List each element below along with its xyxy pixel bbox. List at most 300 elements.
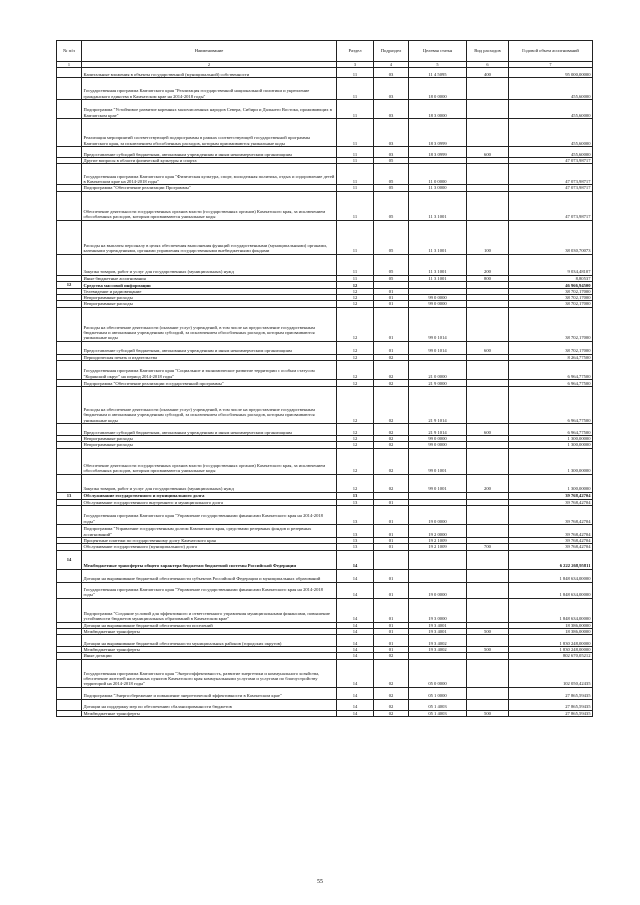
row-target-article xyxy=(409,281,467,288)
table-row xyxy=(57,191,593,220)
row-target-article xyxy=(409,569,467,582)
row-target-article: 19 0 0000 xyxy=(409,582,467,598)
table-row xyxy=(57,147,593,158)
row-name: Государственная программа Камчатского края "Энергоэффективность, развитие энергетики и коммунального хозяйства, обеспечение жителей населенных пунктов Камчатского края коммунальными услугами и услугами по благоустройству территорий на 2014-2018 годы" xyxy=(82,659,337,687)
row-podrazdel: 02 xyxy=(374,474,409,492)
row-name: Иные бюджетные ассигнования xyxy=(82,275,337,281)
row-razdel: 11 xyxy=(337,191,374,220)
row-razdel: 14 xyxy=(337,569,374,582)
row-podrazdel: 03 xyxy=(374,100,409,119)
row-number xyxy=(57,474,82,492)
row-amount: 46 966,94500 xyxy=(509,281,593,288)
row-amount: 39 768,42704 xyxy=(509,505,593,524)
row-amount: 455,60000 xyxy=(509,78,593,100)
row-expense-type xyxy=(467,387,509,424)
row-name: Предоставление субсидий бюджетным, автономным учреждениям и иным некоммерческим организациям xyxy=(82,341,337,354)
table-header-row xyxy=(57,41,593,62)
row-podrazdel: 01 xyxy=(374,635,409,647)
row-target-article xyxy=(409,492,467,499)
row-razdel: 11 xyxy=(337,158,374,164)
row-podrazdel: 01 xyxy=(374,537,409,543)
row-name: Расходы на обеспечение деятельности (оказание услуг) учреждений, в том числе на предоставление государственным бюджетным и автономным учреждениям субсидий, за исключением обособленных расходов, которым присваиваются уникальные коды xyxy=(82,307,337,341)
row-razdel: 11 xyxy=(337,185,374,191)
row-podrazdel: 02 xyxy=(374,659,409,687)
row-amount: 6 964,77500 xyxy=(509,387,593,424)
row-razdel: 12 xyxy=(337,341,374,354)
row-amount: 455,60000 xyxy=(509,147,593,158)
row-razdel: 12 xyxy=(337,380,374,387)
row-amount: 6 964,77500 xyxy=(509,424,593,436)
row-expense-type xyxy=(467,569,509,582)
column-index: 5 xyxy=(409,62,467,68)
row-podrazdel: 02 xyxy=(374,354,409,360)
row-name: Межбюджетные трансферты общего характера бюджетам бюджетной системы Российской Федерации xyxy=(82,550,337,569)
row-name: Обслуживание государственного и муниципального долга xyxy=(82,492,337,499)
row-number xyxy=(57,341,82,354)
row-expense-type xyxy=(467,78,509,100)
row-target-article: 19 3 4001 xyxy=(409,622,467,628)
row-target-article: 11 3 1001 xyxy=(409,191,467,220)
row-amount: 39 768,42704 xyxy=(509,537,593,543)
column-index: 6 xyxy=(467,62,509,68)
row-razdel: 14 xyxy=(337,659,374,687)
row-target-article: 19 2 1009 xyxy=(409,537,467,543)
table-row xyxy=(57,569,593,582)
row-amount: 1 300,00000 xyxy=(509,436,593,442)
row-expense-type: 700 xyxy=(467,544,509,550)
row-razdel: 12 xyxy=(337,307,374,341)
row-razdel: 12 xyxy=(337,295,374,301)
row-expense-type xyxy=(467,492,509,499)
row-razdel: 13 xyxy=(337,524,374,537)
row-podrazdel: 05 xyxy=(374,164,409,185)
row-razdel: 11 xyxy=(337,254,374,275)
row-podrazdel: 01 xyxy=(374,341,409,354)
row-target-article: 11 3 0000 xyxy=(409,185,467,191)
document-page xyxy=(56,40,592,717)
row-number: 13 xyxy=(57,492,82,499)
table-row xyxy=(57,699,593,710)
table-row xyxy=(57,505,593,524)
row-number xyxy=(57,699,82,710)
row-podrazdel: 05 xyxy=(374,185,409,191)
row-number xyxy=(57,307,82,341)
row-razdel: 12 xyxy=(337,387,374,424)
row-amount: 8 264,77500 xyxy=(509,354,593,360)
row-name: Подпрограмма "Управление государственным долгом Камчатского края, средствами резервных фондов и резервных ассигнований" xyxy=(82,524,337,537)
row-amount: 1 300,00000 xyxy=(509,474,593,492)
row-name: Процентные платежи по государственному долгу Камчатского края xyxy=(82,537,337,543)
row-expense-type xyxy=(467,448,509,474)
row-razdel: 12 xyxy=(337,288,374,294)
row-amount: 38 702,17000 xyxy=(509,307,593,341)
row-expense-type xyxy=(467,119,509,147)
row-target-article: 18 0 0000 xyxy=(409,78,467,100)
table-row xyxy=(57,78,593,100)
row-amount: 39 768,42704 xyxy=(509,499,593,505)
row-name: Средства массовой информации xyxy=(82,281,337,288)
row-name: Дотации на выравнивание бюджетной обеспеченности муниципальных районов (городских округов) xyxy=(82,635,337,647)
row-name: Подпрограмма "Устойчивое развитие коренных малочисленных народов Севера, Сибири и Дальнего Востока, проживающих в Камчатском крае" xyxy=(82,100,337,119)
row-podrazdel: 02 xyxy=(374,361,409,380)
row-expense-type xyxy=(467,659,509,687)
row-amount: 39 768,42704 xyxy=(509,544,593,550)
row-name: Реализация мероприятий соответствующей подпрограммы в рамках соответствующей государственной программы Камчатского края, за исключением обособленных расходов, которым присваиваются уникальные коды xyxy=(82,119,337,147)
row-podrazdel xyxy=(374,281,409,288)
row-podrazdel: 05 xyxy=(374,275,409,281)
row-expense-type: 500 xyxy=(467,710,509,716)
table-row xyxy=(57,164,593,185)
row-amount: 47 073,98717 xyxy=(509,164,593,185)
row-name: Дотации на выравнивание бюджетной обеспеченности поселений xyxy=(82,622,337,628)
row-name: Дотации на поддержку мер по обеспечению сбалансированности бюджетов xyxy=(82,699,337,710)
row-number xyxy=(57,659,82,687)
row-podrazdel: 05 xyxy=(374,254,409,275)
row-razdel: 14 xyxy=(337,710,374,716)
row-name: Периодическая печать и издательства xyxy=(82,354,337,360)
row-number xyxy=(57,524,82,537)
row-podrazdel: 02 xyxy=(374,687,409,699)
row-name: Непрограммные расходы xyxy=(82,295,337,301)
row-number xyxy=(57,380,82,387)
row-number xyxy=(57,710,82,716)
row-amount: 47 073,98717 xyxy=(509,158,593,164)
row-name: Непрограммные расходы xyxy=(82,436,337,442)
row-target-article: 11 0 0000 xyxy=(409,164,467,185)
row-name: Государственная программа Камчатского края "Управление государственными финансами Камчатского края на 2014-2018 годы" xyxy=(82,505,337,524)
row-razdel: 12 xyxy=(337,442,374,448)
row-amount: 18 386,00000 xyxy=(509,628,593,634)
row-amount: 6 964,77500 xyxy=(509,380,593,387)
row-target-article: 99 0 1014 xyxy=(409,341,467,354)
row-podrazdel: 02 xyxy=(374,448,409,474)
row-target-article: 99 0 1001 xyxy=(409,448,467,474)
table-row xyxy=(57,448,593,474)
row-amount: 38 030,70073 xyxy=(509,220,593,254)
row-target-article: 11 4 5095 xyxy=(409,68,467,78)
row-podrazdel: 05 xyxy=(374,220,409,254)
row-podrazdel: 02 xyxy=(374,380,409,387)
row-name: Обеспечение деятельности государственных органов власти (государственных органов) Камчатского края, за исключением обособленных расходов, которым присваиваются уникальные коды xyxy=(82,191,337,220)
row-expense-type: 100 xyxy=(467,220,509,254)
row-target-article: 05 1 4003 xyxy=(409,710,467,716)
table-row xyxy=(57,474,593,492)
table-row xyxy=(57,424,593,436)
row-amount: 6 222 268,95811 xyxy=(509,550,593,569)
budget-table xyxy=(56,40,593,717)
row-razdel: 12 xyxy=(337,436,374,442)
row-number xyxy=(57,164,82,185)
row-podrazdel: 02 xyxy=(374,436,409,442)
row-amount: 1 830 248,00000 xyxy=(509,635,593,647)
row-podrazdel: 01 xyxy=(374,307,409,341)
row-expense-type xyxy=(467,699,509,710)
table-row xyxy=(57,341,593,354)
row-razdel: 12 xyxy=(337,424,374,436)
row-razdel: 14 xyxy=(337,687,374,699)
table-row xyxy=(57,687,593,699)
header-amount: Годовой объем ассигнований xyxy=(509,41,593,62)
row-target-article: 99 0 0000 xyxy=(409,442,467,448)
row-expense-type xyxy=(467,687,509,699)
row-expense-type xyxy=(467,380,509,387)
row-number xyxy=(57,191,82,220)
row-razdel: 13 xyxy=(337,492,374,499)
table-row xyxy=(57,492,593,499)
row-target-article: 99 0 0000 xyxy=(409,295,467,301)
table-body xyxy=(57,68,593,717)
row-name: Телевидение и радиовещание xyxy=(82,288,337,294)
row-amount: 38 702,17000 xyxy=(509,288,593,294)
row-amount: 47 073,98717 xyxy=(509,185,593,191)
row-expense-type: 500 xyxy=(467,628,509,634)
row-name: Межбюджетные трансферты xyxy=(82,647,337,653)
row-podrazdel: 01 xyxy=(374,569,409,582)
row-amount: 802 670,05212 xyxy=(509,653,593,659)
column-index: 4 xyxy=(374,62,409,68)
row-expense-type: 600 xyxy=(467,341,509,354)
row-amount: 38 702,17000 xyxy=(509,301,593,307)
row-name: Государственная программа Камчатского края "Физическая культура, спорт, молодежная политика, отдых и оздоровление детей в Камчатском крае на 2014-2018 годы" xyxy=(82,164,337,185)
row-razdel: 11 xyxy=(337,68,374,78)
row-name: Непрограммные расходы xyxy=(82,301,337,307)
row-target-article: 19 0 0000 xyxy=(409,505,467,524)
row-amount: 38 702,17000 xyxy=(509,341,593,354)
row-razdel: 14 xyxy=(337,647,374,653)
row-expense-type xyxy=(467,635,509,647)
row-expense-type xyxy=(467,191,509,220)
row-razdel: 11 xyxy=(337,147,374,158)
row-podrazdel: 01 xyxy=(374,598,409,622)
row-number xyxy=(57,448,82,474)
row-expense-type xyxy=(467,281,509,288)
column-index: 1 xyxy=(57,62,82,68)
row-razdel: 14 xyxy=(337,628,374,634)
row-number xyxy=(57,220,82,254)
row-razdel: 13 xyxy=(337,499,374,505)
row-podrazdel: 02 xyxy=(374,653,409,659)
row-name: Государственная программа Камчатского края "Реализация государственной национальной политики и укрепление гражданского единства в Камчатском крае на 2014-2018 годы" xyxy=(82,78,337,100)
row-target-article: 21 0 0000 xyxy=(409,361,467,380)
row-name: Обслуживание государственного (муниципального) долга xyxy=(82,544,337,550)
row-podrazdel: 02 xyxy=(374,710,409,716)
row-target-article: 19 3 4002 xyxy=(409,635,467,647)
row-target-article: 05 1 0000 xyxy=(409,687,467,699)
table-row xyxy=(57,659,593,687)
row-razdel: 14 xyxy=(337,582,374,598)
row-amount: 455,60000 xyxy=(509,119,593,147)
table-row xyxy=(57,307,593,341)
row-podrazdel: 05 xyxy=(374,158,409,164)
row-expense-type: 600 xyxy=(467,424,509,436)
row-name: Непрограммные расходы xyxy=(82,442,337,448)
header-target-article: Целевая статья xyxy=(409,41,467,62)
header-num: № п/п xyxy=(57,41,82,62)
row-podrazdel: 01 xyxy=(374,544,409,550)
header-podrazdel: Подраздел xyxy=(374,41,409,62)
table-row xyxy=(57,220,593,254)
column-index: 7 xyxy=(509,62,593,68)
row-name: Дотации на выравнивание бюджетной обеспеченности субъектов Российской Федерации и муниципальных образований xyxy=(82,569,337,582)
row-name: Предоставление субсидий бюджетным, автономным учреждениям и иным некоммерческим организациям xyxy=(82,424,337,436)
row-amount: 95 000,00000 xyxy=(509,68,593,78)
row-podrazdel: 03 xyxy=(374,78,409,100)
row-razdel: 13 xyxy=(337,505,374,524)
row-podrazdel: 01 xyxy=(374,505,409,524)
row-target-article: 19 3 4001 xyxy=(409,628,467,634)
table-row xyxy=(57,361,593,380)
row-razdel: 11 xyxy=(337,164,374,185)
row-target-article: 19 2 1009 xyxy=(409,544,467,550)
row-target-article: 21 9 0000 xyxy=(409,380,467,387)
row-expense-type xyxy=(467,524,509,537)
row-target-article: 18 3 0000 xyxy=(409,100,467,119)
row-number xyxy=(57,119,82,147)
row-amount: 39 768,42704 xyxy=(509,492,593,499)
row-podrazdel: 03 xyxy=(374,68,409,78)
row-podrazdel xyxy=(374,550,409,569)
row-expense-type: 600 xyxy=(467,147,509,158)
row-razdel: 14 xyxy=(337,550,374,569)
row-target-article: 05 0 0000 xyxy=(409,659,467,687)
row-amount: 6 964,77500 xyxy=(509,361,593,380)
row-expense-type xyxy=(467,550,509,569)
row-podrazdel: 01 xyxy=(374,582,409,598)
table-row xyxy=(57,582,593,598)
row-razdel: 11 xyxy=(337,78,374,100)
header-razdel: Раздел xyxy=(337,41,374,62)
row-razdel: 14 xyxy=(337,699,374,710)
row-podrazdel: 01 xyxy=(374,288,409,294)
row-podrazdel: 03 xyxy=(374,147,409,158)
table-row xyxy=(57,100,593,119)
row-expense-type xyxy=(467,164,509,185)
table-row xyxy=(57,380,593,387)
row-amount: 1 848 634,00000 xyxy=(509,582,593,598)
row-amount: 8,80537 xyxy=(509,275,593,281)
header-name: Наименование xyxy=(82,41,337,62)
row-target-article: 11 3 1001 xyxy=(409,275,467,281)
row-number xyxy=(57,424,82,436)
row-number xyxy=(57,254,82,275)
row-target-article: 19 3 0000 xyxy=(409,598,467,622)
row-amount: 18 386,00000 xyxy=(509,622,593,628)
row-name: Другие вопросы в области физической культуры и спорта xyxy=(82,158,337,164)
row-target-article: 19 2 0000 xyxy=(409,524,467,537)
row-razdel: 11 xyxy=(337,220,374,254)
page-number: 55 xyxy=(317,879,323,885)
row-podrazdel: 01 xyxy=(374,628,409,634)
row-podrazdel: 01 xyxy=(374,622,409,628)
row-podrazdel: 02 xyxy=(374,387,409,424)
row-razdel: 13 xyxy=(337,544,374,550)
row-amount: 1 848 634,00000 xyxy=(509,598,593,622)
row-expense-type: 200 xyxy=(467,474,509,492)
table-row xyxy=(57,254,593,275)
table-row xyxy=(57,550,593,569)
row-razdel: 13 xyxy=(337,537,374,543)
table-row xyxy=(57,281,593,288)
row-target-article: 18 3 0999 xyxy=(409,147,467,158)
column-index: 2 xyxy=(82,62,337,68)
row-number xyxy=(57,100,82,119)
row-name: Межбюджетные трансферты xyxy=(82,628,337,634)
row-target-article: 99 0 1001 xyxy=(409,474,467,492)
row-razdel: 12 xyxy=(337,354,374,360)
row-podrazdel: 02 xyxy=(374,442,409,448)
table-row xyxy=(57,710,593,716)
row-razdel: 11 xyxy=(337,100,374,119)
row-number xyxy=(57,598,82,622)
row-amount: 38 702,17000 xyxy=(509,295,593,301)
row-name: Подпрограмма "Энергосбережение и повышение энергетической эффективности в Камчатском крае" xyxy=(82,687,337,699)
row-target-article: 99 0 0000 xyxy=(409,301,467,307)
row-name: Закупка товаров, работ и услуг для государственных (муниципальных) нужд xyxy=(82,474,337,492)
row-number xyxy=(57,68,82,78)
row-name: Закупка товаров, работ и услуг для государственных (муниципальных) нужд xyxy=(82,254,337,275)
row-name: Обслуживание государственного внутреннего и муниципального долга xyxy=(82,499,337,505)
row-target-article xyxy=(409,550,467,569)
column-index: 3 xyxy=(337,62,374,68)
row-amount: 39 768,42704 xyxy=(509,524,593,537)
row-podrazdel: 02 xyxy=(374,699,409,710)
row-razdel: 12 xyxy=(337,474,374,492)
row-amount: 102 050,42435 xyxy=(509,659,593,687)
row-podrazdel: 02 xyxy=(374,424,409,436)
row-number xyxy=(57,569,82,582)
row-target-article: 11 3 1001 xyxy=(409,254,467,275)
row-name: Подпрограмма "Создание условий для эффективного и ответственного управления муниципальными финансами, повышение устойчивости бюджетов муниципальных образований в Камчатском крае" xyxy=(82,598,337,622)
row-number xyxy=(57,387,82,424)
row-amount: 455,60000 xyxy=(509,100,593,119)
row-podrazdel: 01 xyxy=(374,301,409,307)
row-name: Расходы на выплаты персоналу в целях обеспечения выполнения функций государственными (муниципальными) органами, казенными учреждениями, органами управления государственными внебюджетными фондами xyxy=(82,220,337,254)
row-podrazdel: 01 xyxy=(374,647,409,653)
row-podrazdel: 01 xyxy=(374,524,409,537)
row-target-article: 18 3 0999 xyxy=(409,119,467,147)
row-number xyxy=(57,505,82,524)
row-expense-type: 400 xyxy=(467,68,509,78)
row-name: Иные дотации xyxy=(82,653,337,659)
row-podrazdel: 05 xyxy=(374,191,409,220)
row-target-article: 19 3 4002 xyxy=(409,647,467,653)
row-amount: 1 300,00000 xyxy=(509,448,593,474)
row-razdel: 12 xyxy=(337,281,374,288)
row-number xyxy=(57,582,82,598)
row-razdel: 11 xyxy=(337,119,374,147)
row-podrazdel: 01 xyxy=(374,499,409,505)
row-razdel: 12 xyxy=(337,301,374,307)
row-razdel: 14 xyxy=(337,635,374,647)
row-expense-type xyxy=(467,582,509,598)
row-number xyxy=(57,635,82,647)
row-expense-type: 500 xyxy=(467,647,509,653)
row-target-article: 11 3 1001 xyxy=(409,220,467,254)
table-row xyxy=(57,119,593,147)
row-number xyxy=(57,78,82,100)
row-podrazdel: 01 xyxy=(374,295,409,301)
row-amount: 27 865,59435 xyxy=(509,710,593,716)
row-target-article: 21 9 1014 xyxy=(409,387,467,424)
row-razdel: 14 xyxy=(337,622,374,628)
row-razdel: 14 xyxy=(337,598,374,622)
row-target-article: 99 0 0000 xyxy=(409,436,467,442)
row-expense-type xyxy=(467,361,509,380)
row-number: 14 xyxy=(57,550,82,569)
header-expense-type: Вид расходов xyxy=(467,41,509,62)
row-amount: 1 300,00000 xyxy=(509,442,593,448)
row-name: Подпрограмма "Обеспечение реализации государственной программы" xyxy=(82,380,337,387)
